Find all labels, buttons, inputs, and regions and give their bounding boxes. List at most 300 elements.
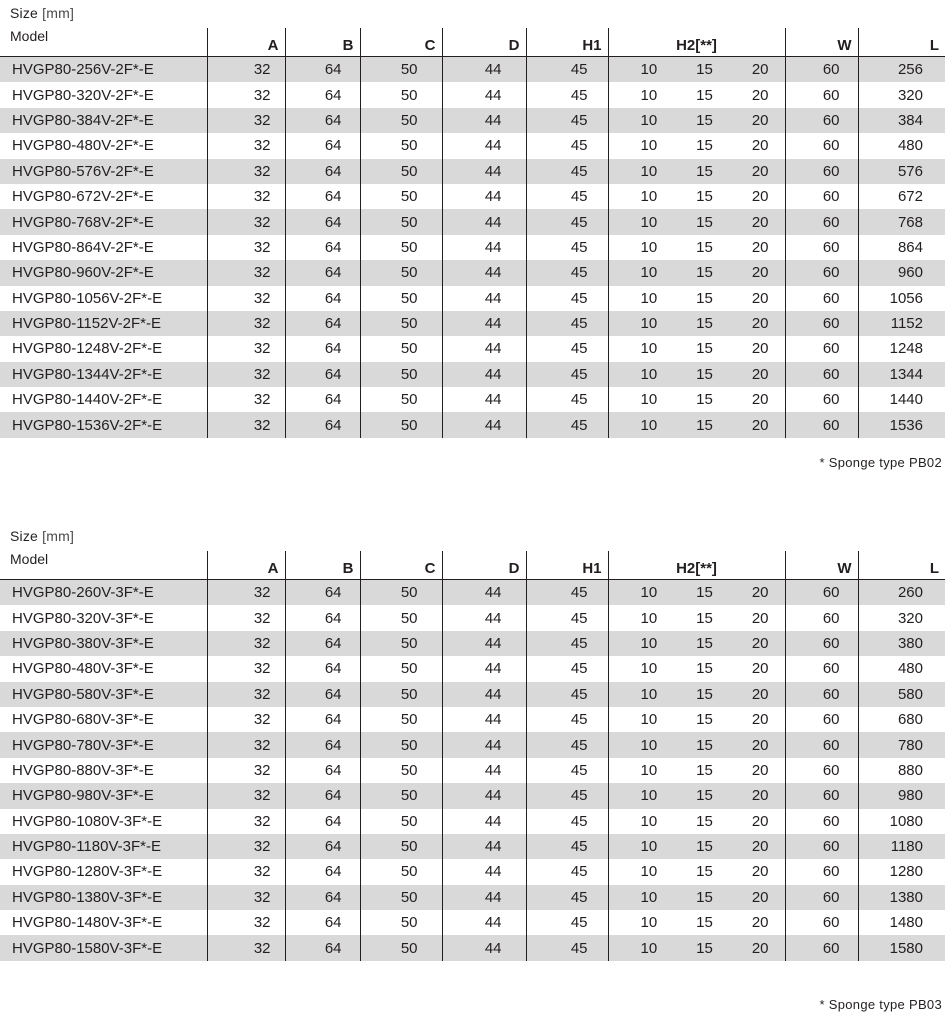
h2-value: 15 [696, 416, 713, 434]
a-cell: 32 [207, 758, 285, 783]
model-cell: HVGP80-780V-3F*-E [0, 732, 207, 757]
table-row [0, 387, 945, 412]
b-cell: 64 [285, 108, 360, 133]
h1-cell: 45 [526, 783, 608, 808]
model-cell: HVGP80-256V-2F*-E [0, 57, 207, 83]
w-cell: 60 [785, 631, 858, 656]
table-row [0, 834, 945, 859]
l-cell: 1080 [858, 809, 945, 834]
h2-value: 20 [751, 584, 769, 602]
h1-cell: 45 [526, 412, 608, 437]
c-cell: 50 [360, 656, 442, 681]
h2-value: 10 [640, 939, 658, 957]
h2-cell [608, 57, 785, 83]
h2-value: 20 [751, 609, 769, 627]
h2-cell [608, 809, 785, 834]
table-row [0, 311, 945, 336]
h2-value: 10 [640, 86, 658, 104]
a-cell: 32 [207, 656, 285, 681]
h2-cell [608, 885, 785, 910]
h2-value: 15 [696, 634, 713, 652]
h2-cell [608, 412, 785, 437]
column-header-w: W [785, 28, 858, 57]
w-cell: 60 [785, 387, 858, 412]
h2-cell [608, 758, 785, 783]
d-cell: 44 [442, 412, 526, 437]
h2-value: 15 [696, 61, 713, 79]
h2-value: 15 [696, 391, 713, 409]
size-unit-label [10, 5, 74, 21]
h2-value: 20 [751, 863, 769, 881]
d-cell: 44 [442, 605, 526, 630]
h2-cell [608, 159, 785, 184]
b-cell: 64 [285, 656, 360, 681]
c-cell: 50 [360, 809, 442, 834]
model-cell: HVGP80-1580V-3F*-E [0, 935, 207, 960]
h1-cell: 45 [526, 732, 608, 757]
l-cell: 380 [858, 631, 945, 656]
a-cell: 32 [207, 82, 285, 107]
table-row [0, 184, 945, 209]
b-cell: 64 [285, 286, 360, 311]
h1-cell: 45 [526, 682, 608, 707]
model-cell: HVGP80-1440V-2F*-E [0, 387, 207, 412]
d-cell: 44 [442, 707, 526, 732]
c-cell: 50 [360, 108, 442, 133]
h2-value: 20 [751, 634, 769, 652]
h1-cell: 45 [526, 707, 608, 732]
c-cell: 50 [360, 412, 442, 437]
b-cell: 64 [285, 209, 360, 234]
h2-cell [608, 859, 785, 884]
a-cell: 32 [207, 159, 285, 184]
h2-value: 10 [640, 213, 658, 231]
l-cell: 1480 [858, 910, 945, 935]
d-cell: 44 [442, 580, 526, 606]
a-cell: 32 [207, 133, 285, 158]
h2-value: 10 [640, 609, 658, 627]
table-row [0, 859, 945, 884]
l-cell: 1440 [858, 387, 945, 412]
h2-value: 20 [751, 289, 769, 307]
model-cell: HVGP80-580V-3F*-E [0, 682, 207, 707]
d-cell: 44 [442, 885, 526, 910]
b-cell: 64 [285, 133, 360, 158]
c-cell: 50 [360, 580, 442, 606]
h2-value: 15 [696, 888, 713, 906]
h2-value: 10 [640, 365, 658, 383]
model-cell: HVGP80-1380V-3F*-E [0, 885, 207, 910]
w-cell: 60 [785, 311, 858, 336]
model-cell: HVGP80-1480V-3F*-E [0, 910, 207, 935]
h2-value: 20 [751, 685, 769, 703]
c-cell: 50 [360, 834, 442, 859]
c-cell: 50 [360, 82, 442, 107]
table-row [0, 82, 945, 107]
d-cell: 44 [442, 209, 526, 234]
w-cell: 60 [785, 235, 858, 260]
h2-value: 10 [640, 914, 658, 932]
h2-value: 10 [640, 711, 658, 729]
h2-cell [608, 682, 785, 707]
model-cell: HVGP80-320V-3F*-E [0, 605, 207, 630]
a-cell: 32 [207, 57, 285, 83]
h1-cell: 45 [526, 286, 608, 311]
table-header-row [0, 551, 945, 580]
b-cell: 64 [285, 935, 360, 960]
a-cell: 32 [207, 732, 285, 757]
d-cell: 44 [442, 184, 526, 209]
size-label-text: Size [10, 5, 39, 21]
w-cell: 60 [785, 809, 858, 834]
table-row [0, 235, 945, 260]
h2-value: 10 [640, 584, 658, 602]
c-cell: 50 [360, 57, 442, 83]
h2-value: 20 [751, 391, 769, 409]
h2-value: 20 [751, 736, 769, 754]
h1-cell: 45 [526, 859, 608, 884]
a-cell: 32 [207, 311, 285, 336]
l-cell: 1380 [858, 885, 945, 910]
h2-value: 15 [696, 188, 713, 206]
a-cell: 32 [207, 235, 285, 260]
column-header-model: Model [0, 551, 207, 580]
h2-value: 20 [751, 914, 769, 932]
h2-value: 15 [696, 213, 713, 231]
l-cell: 1056 [858, 286, 945, 311]
h2-cell [608, 783, 785, 808]
h2-cell [608, 184, 785, 209]
h2-cell [608, 656, 785, 681]
h2-cell [608, 133, 785, 158]
h2-value: 15 [696, 685, 713, 703]
h2-cell [608, 834, 785, 859]
w-cell: 60 [785, 159, 858, 184]
l-cell: 960 [858, 260, 945, 285]
h2-cell [608, 209, 785, 234]
h2-value: 10 [640, 761, 658, 779]
a-cell: 32 [207, 682, 285, 707]
h2-cell [608, 235, 785, 260]
h2-cell [608, 311, 785, 336]
h2-cell [608, 362, 785, 387]
c-cell: 50 [360, 732, 442, 757]
h2-value: 15 [696, 315, 713, 333]
footnote: * Sponge type PB03 [819, 997, 942, 1012]
l-cell: 1248 [858, 336, 945, 361]
h1-cell: 45 [526, 184, 608, 209]
model-cell: HVGP80-480V-3F*-E [0, 656, 207, 681]
size-label-text: Size [10, 528, 39, 544]
d-cell: 44 [442, 732, 526, 757]
table-row [0, 286, 945, 311]
column-header-model: Model [0, 28, 207, 57]
table-row [0, 108, 945, 133]
d-cell: 44 [442, 235, 526, 260]
w-cell: 60 [785, 336, 858, 361]
h2-cell [608, 336, 785, 361]
l-cell: 480 [858, 656, 945, 681]
h2-value: 15 [696, 761, 713, 779]
w-cell: 60 [785, 82, 858, 107]
h2-value: 15 [696, 736, 713, 754]
l-cell: 1344 [858, 362, 945, 387]
b-cell: 64 [285, 362, 360, 387]
c-cell: 50 [360, 783, 442, 808]
table-row [0, 133, 945, 158]
b-cell: 64 [285, 311, 360, 336]
b-cell: 64 [285, 732, 360, 757]
b-cell: 64 [285, 707, 360, 732]
l-cell: 260 [858, 580, 945, 606]
a-cell: 32 [207, 605, 285, 630]
c-cell: 50 [360, 859, 442, 884]
h1-cell: 45 [526, 656, 608, 681]
h2-value: 20 [751, 888, 769, 906]
w-cell: 60 [785, 935, 858, 960]
b-cell: 64 [285, 412, 360, 437]
table-row [0, 783, 945, 808]
h2-value: 20 [751, 111, 769, 129]
h2-value: 10 [640, 111, 658, 129]
a-cell: 32 [207, 362, 285, 387]
a-cell: 32 [207, 834, 285, 859]
w-cell: 60 [785, 885, 858, 910]
a-cell: 32 [207, 260, 285, 285]
h2-cell [608, 286, 785, 311]
w-cell: 60 [785, 783, 858, 808]
a-cell: 32 [207, 108, 285, 133]
column-header-h1: H1 [526, 28, 608, 57]
b-cell: 64 [285, 57, 360, 83]
b-cell: 64 [285, 631, 360, 656]
b-cell: 64 [285, 580, 360, 606]
l-cell: 580 [858, 682, 945, 707]
h2-value: 10 [640, 264, 658, 282]
d-cell: 44 [442, 682, 526, 707]
h2-value: 15 [696, 660, 713, 678]
model-cell: HVGP80-380V-3F*-E [0, 631, 207, 656]
h2-value: 15 [696, 609, 713, 627]
c-cell: 50 [360, 682, 442, 707]
c-cell: 50 [360, 758, 442, 783]
w-cell: 60 [785, 184, 858, 209]
model-cell: HVGP80-672V-2F*-E [0, 184, 207, 209]
h2-value: 20 [751, 188, 769, 206]
w-cell: 60 [785, 910, 858, 935]
d-cell: 44 [442, 387, 526, 412]
model-cell: HVGP80-1248V-2F*-E [0, 336, 207, 361]
table-row [0, 910, 945, 935]
table-row [0, 260, 945, 285]
l-cell: 480 [858, 133, 945, 158]
h2-cell [608, 260, 785, 285]
c-cell: 50 [360, 235, 442, 260]
h1-cell: 45 [526, 834, 608, 859]
h2-value: 20 [751, 939, 769, 957]
w-cell: 60 [785, 859, 858, 884]
d-cell: 44 [442, 758, 526, 783]
footnote: * Sponge type PB02 [819, 455, 942, 470]
h2-value: 15 [696, 162, 713, 180]
w-cell: 60 [785, 133, 858, 158]
h2-value: 15 [696, 340, 713, 358]
h1-cell: 45 [526, 580, 608, 606]
model-cell: HVGP80-1180V-3F*-E [0, 834, 207, 859]
l-cell: 1180 [858, 834, 945, 859]
b-cell: 64 [285, 910, 360, 935]
h2-cell [608, 910, 785, 935]
model-cell: HVGP80-680V-3F*-E [0, 707, 207, 732]
c-cell: 50 [360, 631, 442, 656]
h2-value: 15 [696, 289, 713, 307]
b-cell: 64 [285, 758, 360, 783]
h2-value: 20 [751, 137, 769, 155]
table-body [0, 580, 945, 961]
h1-cell: 45 [526, 336, 608, 361]
table-row [0, 209, 945, 234]
h2-cell [608, 580, 785, 606]
c-cell: 50 [360, 286, 442, 311]
h2-cell [608, 82, 785, 107]
column-header-b: B [285, 551, 360, 580]
w-cell: 60 [785, 707, 858, 732]
model-cell: HVGP80-960V-2F*-E [0, 260, 207, 285]
h2-value: 15 [696, 264, 713, 282]
d-cell: 44 [442, 935, 526, 960]
h2-value: 10 [640, 838, 658, 856]
a-cell: 32 [207, 209, 285, 234]
model-cell: HVGP80-1152V-2F*-E [0, 311, 207, 336]
a-cell: 32 [207, 935, 285, 960]
h1-cell: 45 [526, 809, 608, 834]
h1-cell: 45 [526, 605, 608, 630]
model-cell: HVGP80-1056V-2F*-E [0, 286, 207, 311]
b-cell: 64 [285, 605, 360, 630]
w-cell: 60 [785, 57, 858, 83]
table-row [0, 362, 945, 387]
h2-value: 10 [640, 238, 658, 256]
h2-value: 15 [696, 787, 713, 805]
h2-value: 10 [640, 660, 658, 678]
b-cell: 64 [285, 783, 360, 808]
h2-value: 15 [696, 939, 713, 957]
h2-value: 20 [751, 86, 769, 104]
w-cell: 60 [785, 732, 858, 757]
h2-value: 20 [751, 264, 769, 282]
h2-value: 10 [640, 137, 658, 155]
l-cell: 576 [858, 159, 945, 184]
d-cell: 44 [442, 159, 526, 184]
c-cell: 50 [360, 260, 442, 285]
h2-value: 15 [696, 584, 713, 602]
model-cell: HVGP80-1344V-2F*-E [0, 362, 207, 387]
l-cell: 1152 [858, 311, 945, 336]
h2-value: 20 [751, 315, 769, 333]
column-header-b: B [285, 28, 360, 57]
h2-value: 20 [751, 213, 769, 231]
h2-value: 20 [751, 61, 769, 79]
h1-cell: 45 [526, 910, 608, 935]
h2-value: 10 [640, 416, 658, 434]
c-cell: 50 [360, 605, 442, 630]
c-cell: 50 [360, 159, 442, 184]
h2-value: 15 [696, 111, 713, 129]
h2-value: 10 [640, 863, 658, 881]
table-row [0, 336, 945, 361]
column-header-a: A [207, 551, 285, 580]
h2-value: 10 [640, 685, 658, 703]
b-cell: 64 [285, 235, 360, 260]
model-cell: HVGP80-576V-2F*-E [0, 159, 207, 184]
w-cell: 60 [785, 412, 858, 437]
d-cell: 44 [442, 57, 526, 83]
d-cell: 44 [442, 809, 526, 834]
c-cell: 50 [360, 885, 442, 910]
h2-value: 10 [640, 162, 658, 180]
h2-cell [608, 935, 785, 960]
h2-value: 10 [640, 340, 658, 358]
a-cell: 32 [207, 336, 285, 361]
d-cell: 44 [442, 311, 526, 336]
a-cell: 32 [207, 910, 285, 935]
l-cell: 1280 [858, 859, 945, 884]
column-header-l: L [858, 28, 945, 57]
column-header-d: D [442, 28, 526, 57]
c-cell: 50 [360, 133, 442, 158]
h2-value: 15 [696, 137, 713, 155]
l-cell: 680 [858, 707, 945, 732]
a-cell: 32 [207, 707, 285, 732]
h2-value: 10 [640, 188, 658, 206]
w-cell: 60 [785, 605, 858, 630]
table-row [0, 159, 945, 184]
model-cell: HVGP80-1080V-3F*-E [0, 809, 207, 834]
d-cell: 44 [442, 631, 526, 656]
a-cell: 32 [207, 580, 285, 606]
h2-value: 15 [696, 838, 713, 856]
model-cell: HVGP80-384V-2F*-E [0, 108, 207, 133]
h1-cell: 45 [526, 133, 608, 158]
a-cell: 32 [207, 286, 285, 311]
a-cell: 32 [207, 631, 285, 656]
d-cell: 44 [442, 286, 526, 311]
l-cell: 384 [858, 108, 945, 133]
table-row [0, 605, 945, 630]
h2-value: 15 [696, 711, 713, 729]
d-cell: 44 [442, 783, 526, 808]
table-row [0, 412, 945, 437]
size-unit-label [10, 528, 74, 544]
column-header-d: D [442, 551, 526, 580]
table-row [0, 809, 945, 834]
column-header-h2: H2[**] [608, 28, 785, 57]
w-cell: 60 [785, 260, 858, 285]
h2-cell [608, 605, 785, 630]
h1-cell: 45 [526, 57, 608, 83]
h2-value: 20 [751, 162, 769, 180]
l-cell: 672 [858, 184, 945, 209]
h1-cell: 45 [526, 362, 608, 387]
h2-value: 20 [751, 340, 769, 358]
model-cell: HVGP80-480V-2F*-E [0, 133, 207, 158]
d-cell: 44 [442, 656, 526, 681]
model-cell: HVGP80-320V-2F*-E [0, 82, 207, 107]
w-cell: 60 [785, 209, 858, 234]
h1-cell: 45 [526, 82, 608, 107]
h1-cell: 45 [526, 758, 608, 783]
model-cell: HVGP80-864V-2F*-E [0, 235, 207, 260]
